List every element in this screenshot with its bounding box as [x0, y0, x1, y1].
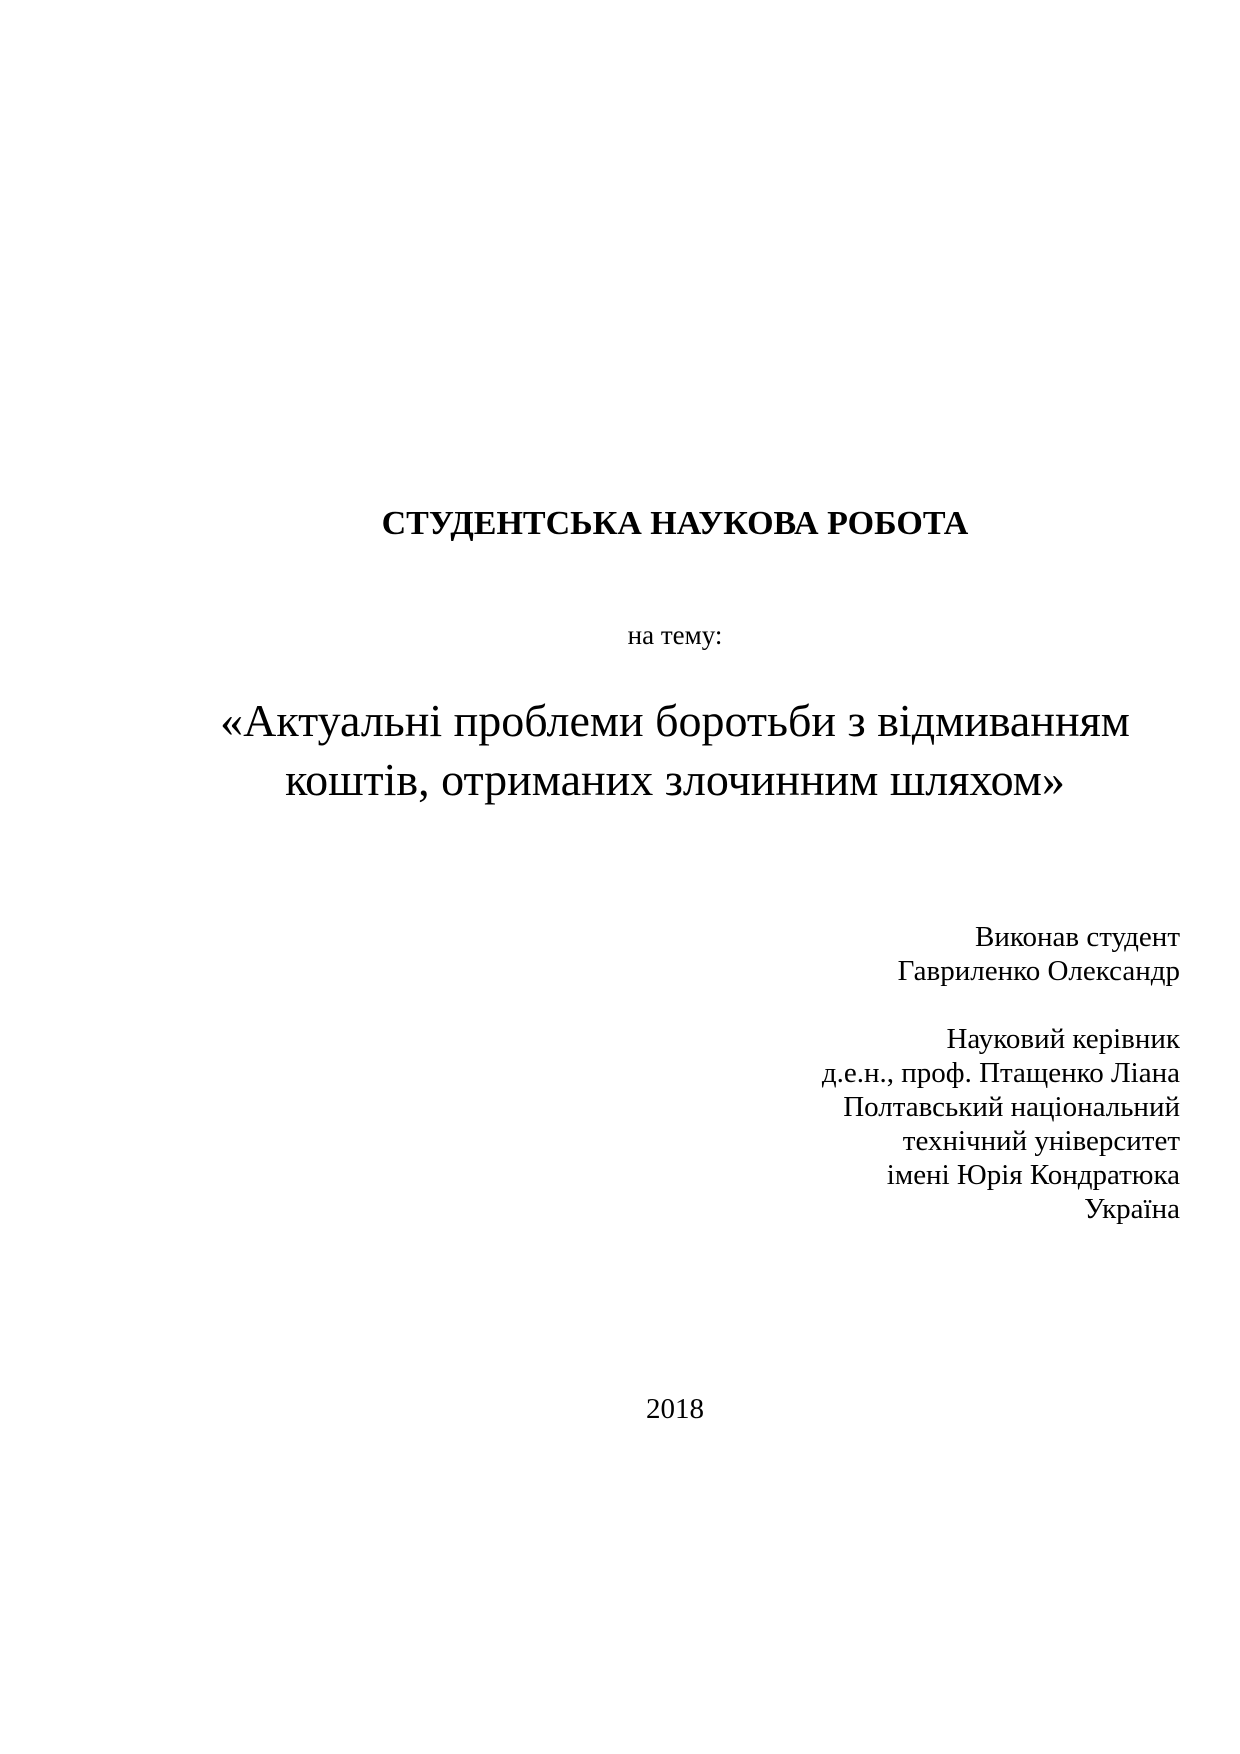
document-title-line-1: «Актуальні проблеми боротьби з відмиванням [220, 695, 1130, 746]
supervisor-role-line: Науковий керівник [946, 1023, 1180, 1055]
institution-line-3: імені Юрія Кондратюка [886, 1159, 1180, 1191]
supervisor-name-line: д.е.н., проф. Птащенко Ліана [821, 1057, 1180, 1089]
document-title-line-2: коштів, отриманих злочинним шляхом» [285, 754, 1065, 805]
document-type-heading: СТУДЕНТСЬКА НАУКОВА РОБОТА [381, 505, 969, 542]
document-title [170, 691, 1180, 809]
author-role-line: Виконав студент [975, 921, 1180, 953]
topic-label: на тему: [627, 620, 723, 650]
author-name-line: Гавриленко Олександр [897, 955, 1180, 987]
country-line: Україна [1084, 1193, 1180, 1225]
credits-block [170, 920, 1180, 1226]
institution-line-2: технічний університет [902, 1125, 1180, 1157]
institution-line-1: Полтавський національний [843, 1091, 1180, 1123]
year-label: 2018 [646, 1393, 704, 1425]
credits-spacer [170, 988, 1180, 1022]
